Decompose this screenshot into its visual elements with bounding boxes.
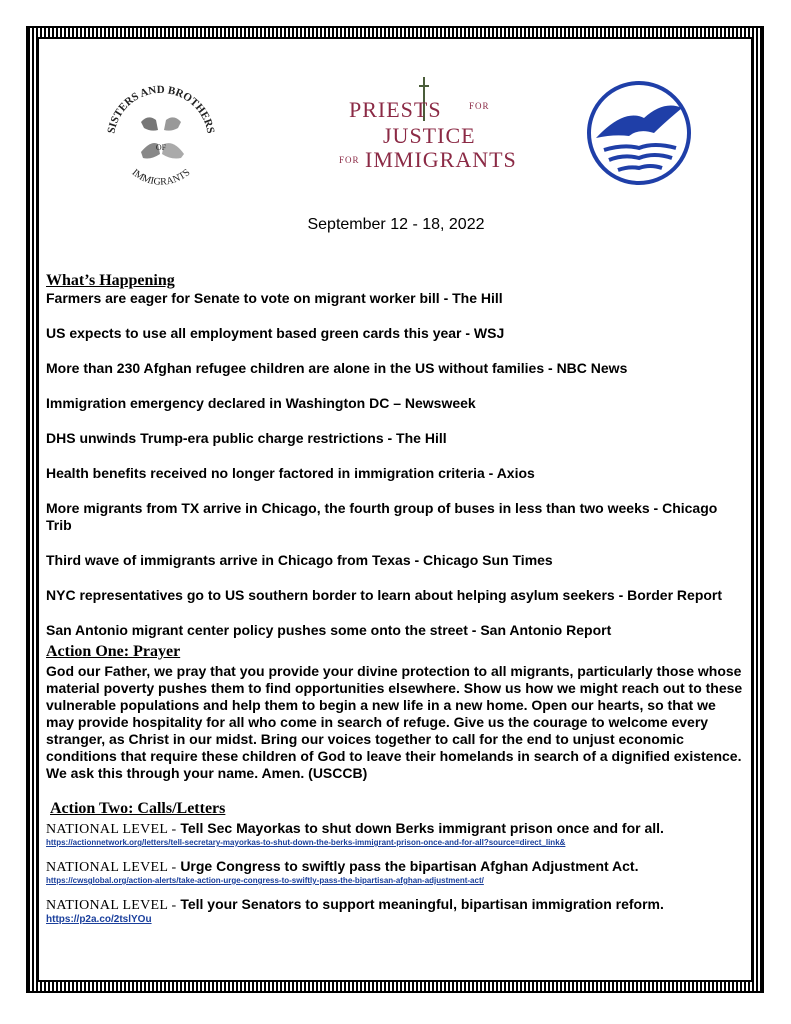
news-item[interactable]: US expects to use all employment based green cards this year - WSJ	[46, 325, 505, 341]
newsletter-content	[46, 60, 746, 936]
priests-logo-line3: IMMIGRANTS	[365, 147, 517, 172]
call-item	[46, 820, 746, 848]
news-list	[46, 290, 746, 639]
news-item[interactable]: More migrants from TX arrive in Chicago, the fourth group of buses in less than two weeks - Chicago Trib	[46, 500, 718, 533]
sisters-logo-top-text: SISTERS AND BROTHERS	[105, 83, 217, 135]
news-item[interactable]: NYC representatives go to US southern border to learn about helping asylum seekers - Border Report	[46, 587, 723, 603]
logo-row	[46, 60, 746, 210]
newsletter-date: September 12 - 18, 2022	[307, 216, 485, 233]
sisters-logo-bottom-text: IMMIGRANTS	[129, 167, 193, 188]
call-line	[46, 820, 746, 838]
action-two-heading: Action Two: Calls/Letters	[50, 800, 226, 817]
priests-logo-for1: FOR	[469, 101, 490, 111]
call-text: Urge Congress to swiftly pass the bipartisan Afghan Adjustment Act.	[180, 858, 639, 874]
dove-icon	[584, 78, 694, 188]
news-item[interactable]: DHS unwinds Trump-era public charge restrictions - The Hill	[46, 430, 447, 446]
hands-icon	[141, 117, 184, 158]
svg-text:SISTERS AND BROTHERS	[105, 84, 216, 135]
news-item[interactable]: Health benefits received no longer factored in immigration criteria - Axios	[46, 465, 535, 481]
call-text: Tell Sec Mayorkas to shut down Berks immigrant prison once and for all.	[180, 820, 664, 836]
call-item	[46, 858, 746, 886]
priests-logo-line1: PRIESTS	[349, 97, 442, 122]
call-link[interactable]: https://p2a.co/2tslYOu	[46, 914, 152, 925]
news-item[interactable]: Immigration emergency declared in Washington DC – Newsweek	[46, 395, 476, 411]
news-item[interactable]: Third wave of immigrants arrive in Chicago from Texas - Chicago Sun Times	[46, 552, 553, 568]
action-one-heading: Action One: Prayer	[46, 643, 181, 660]
call-item	[46, 896, 746, 926]
call-line	[46, 896, 746, 914]
call-level: NATIONAL LEVEL -	[46, 860, 181, 875]
call-level: NATIONAL LEVEL -	[46, 822, 181, 837]
prayer-text: God our Father, we pray that you provide your divine protection to all migrants, particularly those whose material poverty pushes them to find opportunities elsewhere. Show us how we might reach out to these vulnerable populations and help them to begin a new life in a new home. Open our hearts, so that we may provide hospitality for all who come in search of refuge. Give us the courage to welcome every stranger, as Christ in our midst. Bring our voices together to call for the end to unjust economic conditions that require these children of God to leave their homelands in search of a dignified existence. We ask this through your name. Amen. (USCCB)	[46, 663, 743, 781]
news-item[interactable]: Farmers are eager for Senate to vote on migrant worker bill - The Hill	[46, 290, 503, 306]
sisters-logo-of: OF	[155, 143, 167, 152]
news-item[interactable]: San Antonio migrant center policy pushes some onto the street - San Antonio Report	[46, 622, 612, 638]
call-link[interactable]: https://cwsglobal.org/action-alerts/take-action-urge-congress-to-swiftly-pass-the-bipartisan-afghan-adjustment-act/	[46, 876, 484, 885]
priests-logo-for2: FOR	[339, 155, 360, 165]
news-item[interactable]: More than 230 Afghan refugee children are alone in the US without families - NBC News	[46, 360, 628, 376]
call-line	[46, 858, 746, 876]
call-link[interactable]: https://actionnetwork.org/letters/tell-secretary-mayorkas-to-shut-down-the-berks-immigrant-prison-once-and-for-all?source=direct_link&	[46, 838, 566, 847]
call-level: NATIONAL LEVEL -	[46, 898, 181, 913]
priests-for-justice-logo	[331, 95, 517, 190]
call-text: Tell your Senators to support meaningful, bipartisan immigration reform.	[180, 896, 664, 912]
svg-text:IMMIGRANTS	[130, 167, 193, 188]
sisters-brothers-logo	[96, 70, 226, 200]
whats-happening-heading: What’s Happening	[46, 272, 175, 289]
priests-logo-line2: JUSTICE	[383, 123, 476, 148]
